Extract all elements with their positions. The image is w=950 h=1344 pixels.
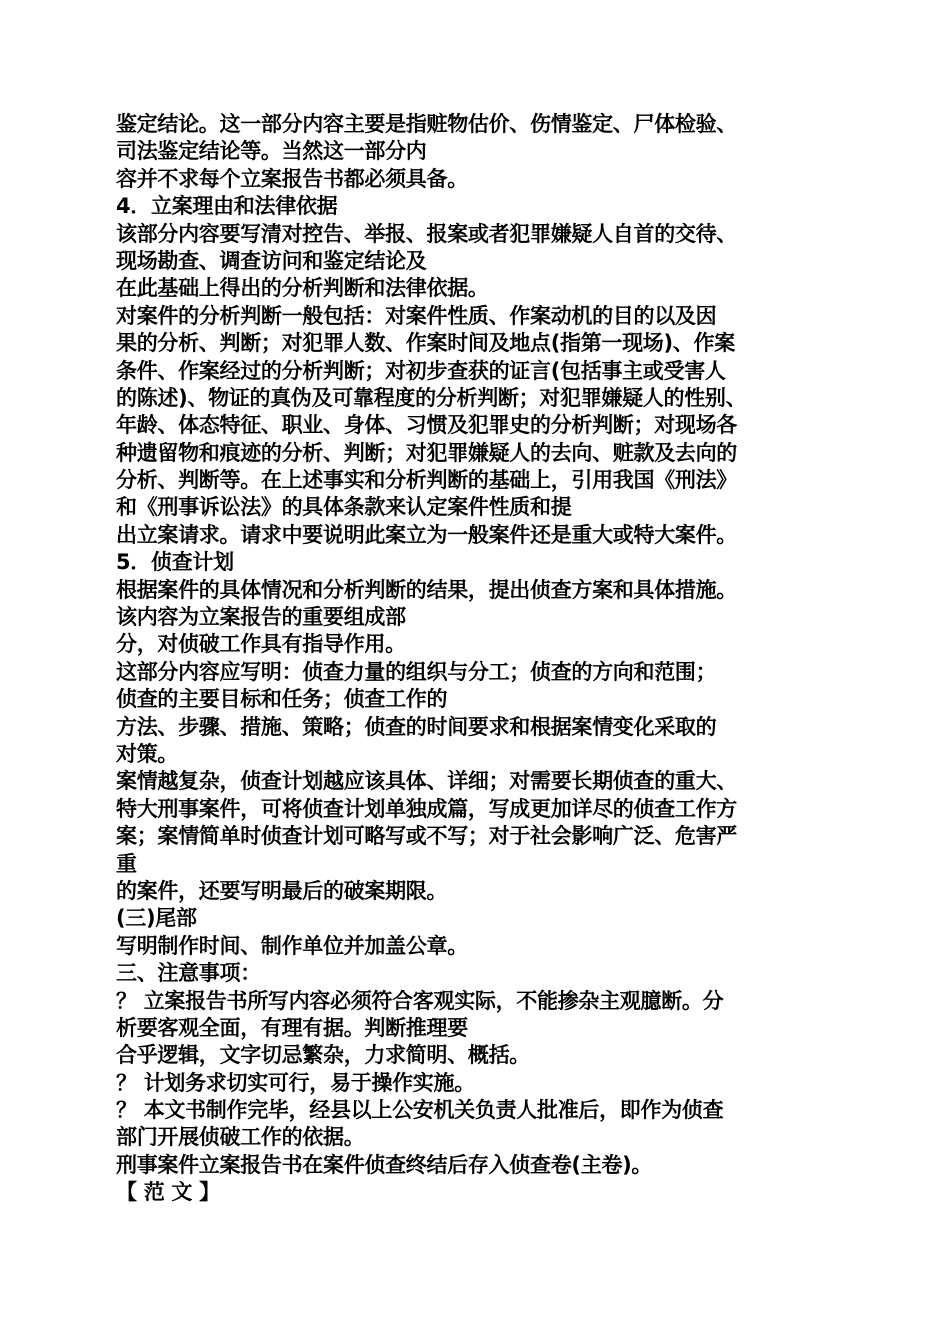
text-line: 该部分内容要写清对控告、举报、报案或者犯罪嫌疑人自首的交待、 xyxy=(116,221,737,246)
section-heading: 【 范 文 】 xyxy=(116,1180,220,1205)
text-line: 和《刑事诉讼法》的具体条款来认定案件性质和提 xyxy=(116,495,572,520)
text-line: 重 xyxy=(116,851,137,876)
section-heading: 4．立案理由和法律依据 xyxy=(116,194,338,219)
text-line: 分，对侦破工作具有指导作用。 xyxy=(116,632,406,657)
text-line: ？ 计划务求切实可行，易于操作实施。 xyxy=(116,1070,475,1095)
body-text xyxy=(116,111,836,1207)
text-line: 合乎逻辑，文字切忌繁杂，力求简明、概括。 xyxy=(116,1043,530,1068)
text-line: 方法、步骤、措施、策略；侦查的时间要求和根据案情变化采取的 xyxy=(116,714,717,739)
text-line: 刑事案件立案报告书在案件侦查终结后存入侦查卷(主卷)。 xyxy=(116,1152,653,1177)
text-line: 对策。 xyxy=(116,741,179,766)
section-heading: 三、注意事项： xyxy=(116,961,261,986)
text-line: 果的分析、判断；对犯罪人数、作案时间及地点(指第一现场)、作案 xyxy=(116,331,735,356)
text-line: 鉴定结论。这一部分内容主要是指赃物估价、伤情鉴定、尸体检验、 xyxy=(116,112,737,136)
text-line: ？ 立案报告书所写内容必须符合客观实际，不能掺杂主观臆断。分 xyxy=(116,988,724,1013)
text-line: 年龄、体态特征、职业、身体、习惯及犯罪史的分析判断；对现场各 xyxy=(116,413,737,438)
text-line: 部门开展侦破工作的依据。 xyxy=(116,1125,365,1150)
text-line: 种遗留物和痕迹的分析、判断；对犯罪嫌疑人的去向、赃款及去向的 xyxy=(116,440,737,465)
section-heading: 5．侦查计划 xyxy=(116,550,234,575)
text-line: 条件、作案经过的分析判断；对初步查获的证言(包括事主或受害人 xyxy=(116,358,726,383)
text-line: 侦查的主要目标和任务；侦查工作的 xyxy=(116,687,448,712)
text-line: 容并不求每个立案报告书都必须具备。 xyxy=(116,166,468,191)
text-line: 这部分内容应写明：侦查力量的组织与分工；侦查的方向和范围； xyxy=(116,659,717,684)
text-line: 写明制作时间、制作单位并加盖公章。 xyxy=(116,933,468,958)
text-line: 根据案件的具体情况和分析判断的结果，提出侦查方案和具体措施。 xyxy=(116,577,737,602)
text-line: 特大刑事案件，可将侦查计划单独成篇，写成更加详尽的侦查工作方 xyxy=(116,796,737,821)
text-line: 出立案请求。请求中要说明此案立为一般案件还是重大或特大案件。 xyxy=(116,522,737,547)
section-heading: (三)尾部 xyxy=(116,906,197,931)
text-line: 对案件的分析判断一般包括：对案件性质、作案动机的目的以及因 xyxy=(116,303,717,328)
text-line: 分析、判断等。在上述事实和分析判断的基础上，引用我国《刑法》 xyxy=(116,468,737,493)
text-line: 案；案情简单时侦查计划可略写或不写；对于社会影响广泛、危害严 xyxy=(116,824,737,849)
text-line: ？ 本文书制作完毕，经县以上公安机关负责人批准后，即作为侦查 xyxy=(116,1098,724,1123)
text-line: 现场勘查、调查访问和鉴定结论及 xyxy=(116,248,427,273)
text-line: 析要客观全面，有理有据。判断推理要 xyxy=(116,1015,468,1040)
text-line: 司法鉴定结论等。当然这一部分内 xyxy=(116,139,427,164)
text-line: 的案件，还要写明最后的破案期限。 xyxy=(116,878,448,903)
text-line: 案情越复杂，侦查计划越应该具体、详细；对需要长期侦查的重大、 xyxy=(116,769,737,794)
text-line: 在此基础上得出的分析判断和法律依据。 xyxy=(116,276,489,301)
text-line: 该内容为立案报告的重要组成部 xyxy=(116,605,406,630)
text-line: 的陈述)、物证的真伪及可靠程度的分析判断；对犯罪嫌疑人的性别、 xyxy=(116,385,747,410)
